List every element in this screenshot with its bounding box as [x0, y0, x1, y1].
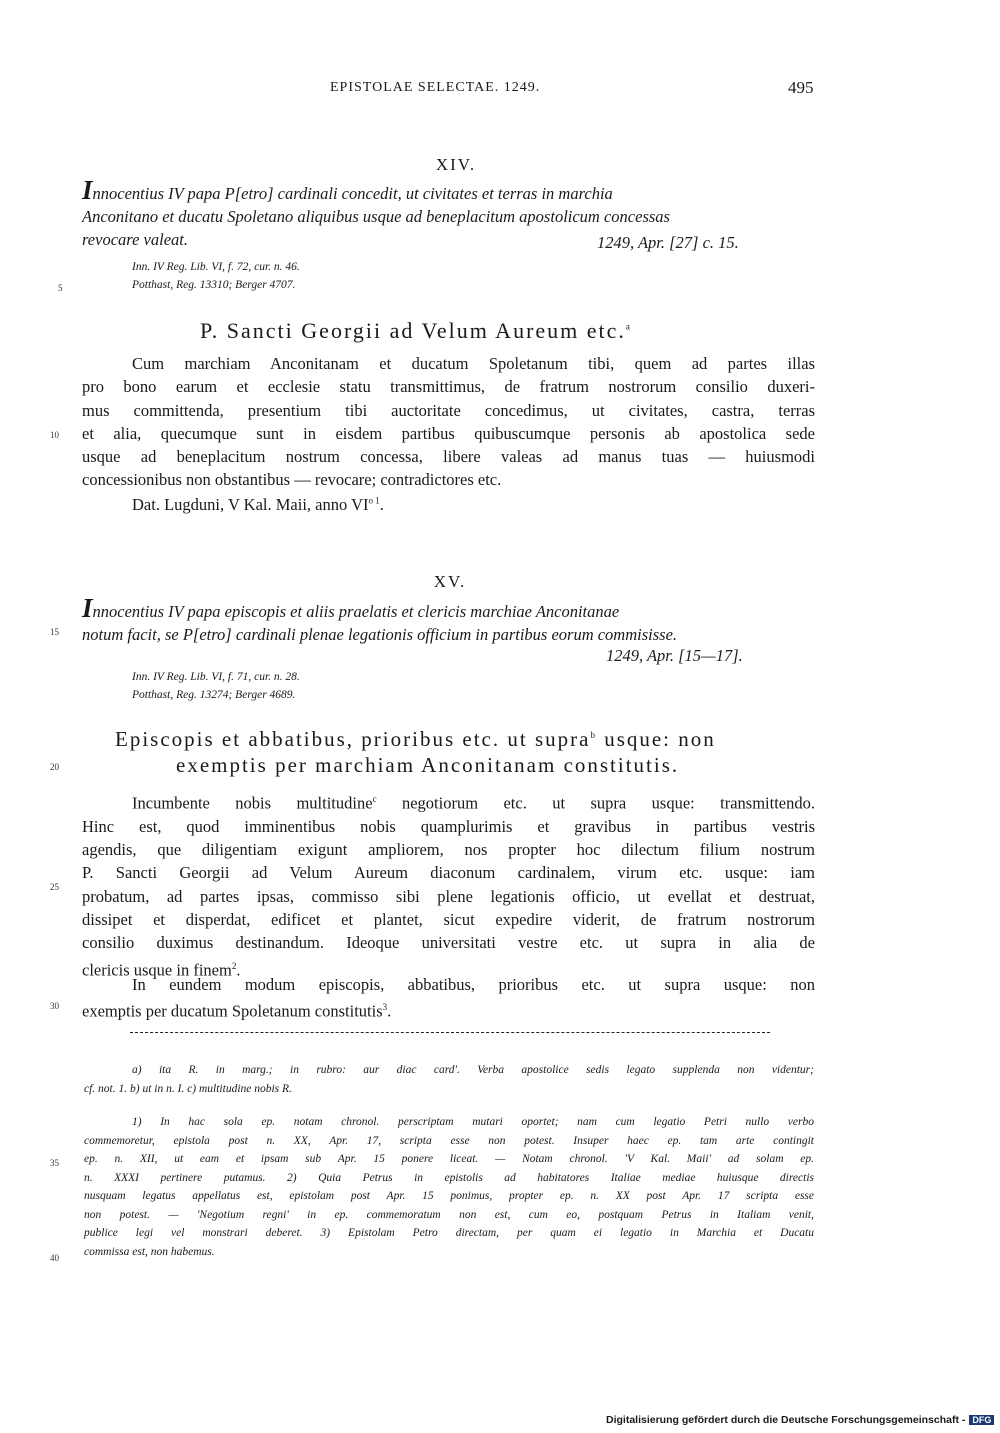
note-line: a) ita R. in marg.; in rubro: aur diac card'. Verba apostolice sedis legato supplenda non videntur;	[132, 1064, 814, 1076]
note-line: cf. not. 1. b) ut in n. I. c) multitudine nobis R.	[84, 1082, 292, 1095]
note-line: commemoretur, epistola post n. XX, Apr. 17, scripta esse non potest. Insuper haec ep. tam arte contingit	[84, 1134, 814, 1147]
text-line: mus committenda, presentium tibi auctoritate concedimus, ut civitates, castra, terras	[82, 400, 815, 420]
note-line: publice legi vel monstrari deberet. 3) Epistolam Petro directam, per quam ei legatio in Marchia et Ducatu	[84, 1227, 814, 1239]
note-line: commissa est, non habemus.	[84, 1245, 215, 1258]
commentary-notes	[84, 1113, 814, 1261]
line-number: 15	[50, 627, 59, 637]
running-title: EPISTOLAE SELECTAE. 1249.	[330, 80, 541, 95]
regest-line: Innocentius IV papa episcopis et aliis praelatis et clericis marchiae Anconitanae	[82, 593, 620, 623]
footnote-marker: 3	[382, 1002, 388, 1013]
footnote-marker: 2	[231, 960, 237, 971]
closing-text-xv	[82, 973, 815, 1023]
letter-number-xv: XV.	[433, 572, 467, 591]
text-line: usque ad beneplacitum nostrum concessa, libere valeas ad manus tuas — huiusmodi	[82, 447, 815, 467]
footnote-marker: b	[590, 730, 597, 740]
dating-clause-xiv: Dat. Lugduni, V Kal. Maii, anno $VI^{o 1}$.	[132, 495, 384, 514]
line-number: 40	[50, 1253, 59, 1263]
text-line: agendis, que diligentiam exigunt ampliorem, nos propter hoc dilectum filium nostrum	[82, 840, 815, 860]
line-number: 5	[58, 283, 63, 293]
line-number: 25	[50, 882, 59, 892]
footnote-separator	[130, 1032, 770, 1033]
regest-line: Innocentius IV papa P[etro] cardinali concedit, ut civitates et terras in marchia	[82, 175, 613, 205]
regest-xv	[82, 593, 815, 646]
note-line: nusquam legatus appellatus est, epistolam post Apr. 15 ponimus, propter ep. n. XX post Apr. 17 scripta esse	[84, 1190, 814, 1202]
digitization-credit: Digitalisierung gefördert durch die Deutsche Forschungsgemeinschaft - DFG	[606, 1414, 994, 1426]
line-number: 35	[50, 1158, 59, 1168]
date-xiv: 1249, Apr. [27] c. 15.	[597, 233, 739, 252]
source-line: Potthast, Reg. 13310; Berger 4707.	[132, 279, 296, 291]
text-line: P. Sancti Georgii ad Velum Aureum diaconum cardinalem, virum etc. usque: iam	[82, 863, 815, 883]
text-line: clericis usque in finem$^2$.	[82, 960, 241, 980]
text-line: Cum marchiam Anconitanam et ducatum Spoletanum tibi, quem ad partes illas	[132, 354, 815, 373]
letter-number-xiv: XIV.	[435, 155, 477, 174]
text-line: et alia, quecumque sunt in eisdem partibus quibuscumque personis ab apostolica sede	[82, 423, 815, 443]
source-line: Inn. IV Reg. Lib. VI, f. 72, cur. n. 46.	[132, 261, 300, 273]
line-number: 20	[50, 762, 59, 772]
dfg-logo: DFG	[969, 1415, 994, 1425]
sources-xv	[132, 668, 300, 704]
note-line: ep. n. XII, ut eam et ipsam sub Apr. 15 ponere liceat. — Notam chronol. 'V Kal. Maii' ad solam ep.	[84, 1153, 814, 1165]
footnote-marker: a	[625, 321, 632, 332]
text-line: Hinc est, quod imminentibus nobis quamplurimis et gravibus in partibus vestris	[82, 816, 815, 836]
date-xv: 1249, Apr. [15—17].	[606, 646, 743, 665]
note-line: non potest. — 'Negotium regni' in ep. commemoratum non est, cum eo, postquam Petrus in Italiam venit,	[84, 1208, 814, 1221]
source-line: Inn. IV Reg. Lib. VI, f. 71, cur. n. 28.	[132, 671, 300, 683]
footnote-marker: c	[372, 794, 377, 804]
address-heading-xv-line2: exemptis per marchiam Anconitanam constitutis.	[176, 753, 680, 777]
text-line: Incumbente nobis multitudine$^c$ negotiorum etc. ut supra usque: transmittendo.	[132, 793, 816, 813]
initial-letter: I	[82, 175, 93, 205]
regest-line: Anconitano et ducatu Spoletano aliquibus usque ad beneplacitum apostolicum concessas	[82, 207, 670, 226]
apparatus-notes	[84, 1061, 814, 1098]
footnote-marker: o 1	[368, 495, 380, 506]
text-line: exemptis per ducatum Spoletanum constitutis$^3$.	[82, 1001, 392, 1021]
page-number: 495	[788, 78, 814, 97]
body-text-xv	[82, 788, 815, 981]
regest-line: notum facit, se P[etro] cardinali plenae legationis officium in partibus eorum commisisse.	[82, 625, 678, 644]
text-line: pro bono earum et ecclesie statu transmittimus, de fratrum nostrorum consilio duxeri-	[82, 377, 815, 397]
note-line: n. XXXI pertinere putamus. 2) Quia Petrus in epistolis ad habitatores Italiae mediae huiusque directis	[84, 1171, 814, 1184]
regest-line: revocare valeat.	[82, 230, 188, 249]
address-heading-xiv: P. Sancti Georgii ad Velum Aureum etc.$^a$	[200, 318, 632, 343]
text-line: In eundem modum episcopis, abbatibus, prioribus etc. ut supra usque: non	[132, 975, 815, 994]
text-line: consilio duximus destinandum. Ideoque universitati vestre etc. ut supra in alia de	[82, 933, 815, 953]
sources-xiv	[132, 258, 300, 294]
note-line: 1) In hac sola ep. notam chronol. perscriptam mutari oportet; nam cum legatio Petri nullo verbo	[132, 1116, 814, 1128]
text-line: concessionibus non obstantibus — revocare; contradictores etc.	[82, 470, 502, 490]
line-number: 30	[50, 1001, 59, 1011]
text-line: dissipet et disperdat, edificet et plantet, sicut expedire viderit, de fratrum nostrorum	[82, 909, 815, 929]
source-line: Potthast, Reg. 13274; Berger 4689.	[132, 689, 296, 701]
text-line: probatum, ad partes ipsas, commisso sibi plene legationis officio, ut evellat et destruat,	[82, 886, 815, 906]
initial-letter: I	[82, 593, 93, 623]
body-text-xiv	[82, 352, 815, 492]
line-number: 10	[50, 430, 59, 440]
address-heading-xv: Episcopis et abbatibus, prioribus etc. ut supra$^b$ usque: non	[115, 727, 716, 751]
